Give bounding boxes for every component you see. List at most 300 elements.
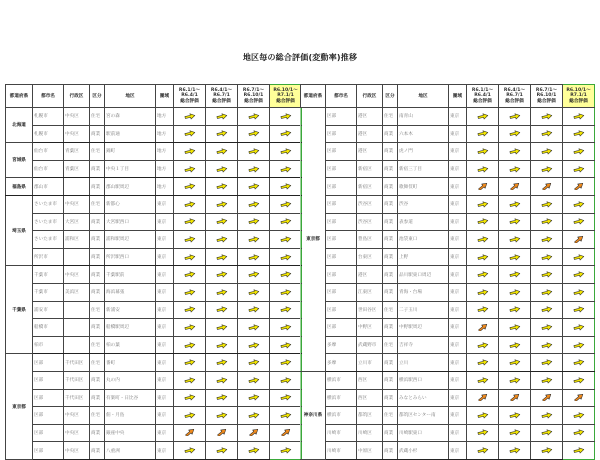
city-cell: 区部: [326, 301, 357, 319]
right-arrow-icon: [184, 447, 196, 454]
area-cell: 東京: [449, 389, 467, 407]
right-arrow-icon: [573, 306, 585, 313]
trend-cell-period-1: [174, 248, 206, 266]
right-arrow-icon: [216, 394, 228, 401]
trend-cell-period-3: [238, 389, 270, 407]
up-right-arrow-icon: [541, 183, 553, 190]
district-cell: 武蔵小杉: [398, 442, 449, 460]
right-arrow-icon: [477, 148, 489, 155]
right-arrow-icon: [248, 324, 260, 331]
trend-cell-period-2: [206, 354, 238, 372]
table-row: [301, 195, 595, 213]
trend-cell-period-2: [206, 301, 238, 319]
up-right-arrow-icon: [541, 394, 553, 401]
trend-cell-period-3: [238, 336, 270, 354]
table-row: [6, 301, 302, 319]
up-right-arrow-icon: [477, 394, 489, 401]
trend-cell-period-4: [270, 424, 302, 442]
district-cell: 虎ノ門: [398, 143, 449, 161]
ward-cell: 渋谷区: [357, 195, 383, 213]
trend-cell-period-4: [563, 195, 595, 213]
trend-cell-period-1: [467, 389, 499, 407]
right-arrow-icon: [280, 254, 292, 261]
district-cell: 横浜駅西口: [398, 371, 449, 389]
city-cell: 横浜市: [326, 389, 357, 407]
area-cell: 東京: [156, 231, 174, 249]
trend-cell-period-4: [563, 125, 595, 143]
category-cell: 住宅: [90, 354, 105, 372]
table-row: [6, 319, 302, 337]
table-row: [301, 266, 595, 284]
trend-cell-period-2: [499, 160, 531, 178]
category-cell: 商業: [90, 231, 105, 249]
category-cell: 商業: [90, 178, 105, 196]
category-cell: 住宅: [90, 336, 105, 354]
trend-cell-period-1: [174, 407, 206, 425]
ward-cell: 都筑区: [357, 407, 383, 425]
ward-cell: 中原区: [357, 442, 383, 460]
right-arrow-icon: [280, 359, 292, 366]
trend-cell-period-4: [563, 248, 595, 266]
category-cell: 商業: [383, 231, 398, 249]
right-arrow-icon: [573, 271, 585, 278]
category-cell: 住宅: [383, 301, 398, 319]
right-arrow-icon: [509, 201, 521, 208]
trend-cell-period-1: [467, 108, 499, 126]
right-arrow-icon: [541, 324, 553, 331]
area-cell: 東京: [449, 283, 467, 301]
prefecture-cell: 東京都: [301, 108, 326, 372]
trend-cell-period-3: [238, 248, 270, 266]
header-area: 圏域: [156, 85, 174, 108]
table-row: [6, 143, 302, 161]
trend-cell-period-1: [467, 336, 499, 354]
right-arrow-icon: [216, 254, 228, 261]
period-start: R6.4/1～: [503, 88, 526, 94]
city-cell: 区部: [326, 213, 357, 231]
right-arrow-icon: [248, 289, 260, 296]
right-arrow-icon: [216, 377, 228, 384]
trend-cell-period-4: [270, 371, 302, 389]
category-cell: 商業: [90, 125, 105, 143]
trend-cell-period-4: [270, 389, 302, 407]
ward-cell: 江東区: [357, 283, 383, 301]
district-cell: 立川: [398, 354, 449, 372]
trend-cell-period-1: [174, 125, 206, 143]
category-cell: 商業: [383, 389, 398, 407]
period-label: 総合評価: [569, 98, 588, 104]
district-cell: 所沢駅西口: [105, 248, 156, 266]
category-cell: 商業: [383, 266, 398, 284]
table-row: [301, 319, 595, 337]
right-arrow-icon: [248, 377, 260, 384]
trend-cell-period-4: [563, 301, 595, 319]
trend-cell-period-1: [174, 354, 206, 372]
district-cell: みなとみらい: [398, 389, 449, 407]
district-cell: 表参道: [398, 213, 449, 231]
trend-cell-period-4: [270, 336, 302, 354]
area-cell: 東京: [156, 248, 174, 266]
right-arrow-icon: [280, 394, 292, 401]
up-right-arrow-icon: [216, 429, 228, 436]
trend-cell-period-3: [238, 283, 270, 301]
area-cell: 東京: [449, 195, 467, 213]
city-cell: 横浜市: [326, 371, 357, 389]
trend-cell-period-4: [563, 336, 595, 354]
trend-cell-period-1: [467, 178, 499, 196]
area-cell: 東京: [156, 319, 174, 337]
trend-cell-period-3: [238, 143, 270, 161]
period-label: 総合評価: [244, 98, 263, 104]
header-category: 区分: [90, 85, 105, 108]
right-arrow-icon: [573, 201, 585, 208]
city-cell: 郡山市: [33, 178, 64, 196]
right-arrow-icon: [248, 271, 260, 278]
district-cell: 六本木: [398, 125, 449, 143]
header-period-3: [531, 85, 563, 108]
table-row: [6, 442, 302, 460]
prefecture-cell: 宮城県: [6, 143, 33, 178]
trend-cell-period-2: [206, 442, 238, 460]
district-cell: 新都心: [105, 195, 156, 213]
city-cell: 多摩: [326, 354, 357, 372]
table-row: [301, 371, 595, 389]
trend-cell-period-1: [174, 143, 206, 161]
right-arrow-icon: [509, 324, 521, 331]
header-city: 都市名: [326, 85, 357, 108]
right-arrow-icon: [216, 130, 228, 137]
right-arrow-icon: [216, 166, 228, 173]
right-arrow-icon: [573, 324, 585, 331]
area-cell: 東京: [156, 424, 174, 442]
ward-cell: 千代田区: [64, 354, 90, 372]
trend-cell-period-2: [206, 195, 238, 213]
trend-cell-period-3: [531, 143, 563, 161]
district-cell: 大宮駅西口: [105, 213, 156, 231]
district-cell: 佃・月島: [105, 407, 156, 425]
trend-cell-period-2: [499, 266, 531, 284]
trend-cell-period-2: [499, 143, 531, 161]
ward-cell: 渋谷区: [357, 213, 383, 231]
left-evaluation-table: [5, 84, 302, 460]
category-cell: 住宅: [90, 407, 105, 425]
trend-cell-period-4: [270, 442, 302, 460]
trend-cell-period-4: [270, 231, 302, 249]
area-cell: 地方: [156, 143, 174, 161]
area-cell: 東京: [156, 266, 174, 284]
table-row: [6, 108, 302, 126]
district-cell: 宮の森: [105, 108, 156, 126]
right-arrow-icon: [280, 289, 292, 296]
trend-cell-period-2: [499, 319, 531, 337]
period-end: R6.4/1: [181, 93, 198, 99]
up-right-arrow-icon: [509, 183, 521, 190]
ward-cell: [64, 178, 90, 196]
right-arrow-icon: [477, 429, 489, 436]
category-cell: 商業: [383, 195, 398, 213]
trend-cell-period-1: [467, 442, 499, 460]
trend-cell-period-2: [499, 442, 531, 460]
trend-cell-period-4: [270, 283, 302, 301]
up-right-arrow-icon: [477, 324, 489, 331]
district-cell: 銀座中央: [105, 424, 156, 442]
trend-cell-period-2: [499, 283, 531, 301]
trend-cell-period-3: [531, 301, 563, 319]
table-row: [6, 266, 302, 284]
right-arrow-icon: [184, 130, 196, 137]
trend-cell-period-1: [174, 160, 206, 178]
trend-cell-period-2: [206, 160, 238, 178]
area-cell: 東京: [449, 125, 467, 143]
right-arrow-icon: [248, 183, 260, 190]
up-right-arrow-icon: [573, 236, 585, 243]
table-row: [6, 231, 302, 249]
district-cell: 新宿三丁目: [398, 160, 449, 178]
table-row: [301, 108, 595, 126]
trend-cell-period-1: [174, 283, 206, 301]
category-cell: 商業: [383, 442, 398, 460]
right-arrow-icon: [280, 324, 292, 331]
district-cell: 錦町: [105, 143, 156, 161]
right-arrow-icon: [573, 148, 585, 155]
area-cell: 東京: [449, 407, 467, 425]
area-cell: 東京: [156, 442, 174, 460]
trend-cell-period-3: [238, 371, 270, 389]
right-arrow-icon: [573, 166, 585, 173]
city-cell: 川崎市: [326, 442, 357, 460]
right-arrow-icon: [280, 236, 292, 243]
right-arrow-icon: [280, 183, 292, 190]
category-cell: 商業: [383, 213, 398, 231]
trend-cell-period-1: [467, 143, 499, 161]
area-cell: 東京: [156, 283, 174, 301]
district-cell: 渋谷: [398, 195, 449, 213]
right-arrow-icon: [541, 306, 553, 313]
right-arrow-icon: [280, 113, 292, 120]
right-arrow-icon: [541, 166, 553, 173]
right-arrow-icon: [477, 412, 489, 419]
table-row: [301, 442, 595, 460]
right-arrow-icon: [248, 166, 260, 173]
table-row: [6, 213, 302, 231]
trend-cell-period-3: [531, 231, 563, 249]
district-cell: 吉祥寺: [398, 336, 449, 354]
trend-cell-period-3: [238, 195, 270, 213]
right-arrow-icon: [477, 447, 489, 454]
category-cell: 住宅: [90, 195, 105, 213]
right-arrow-icon: [477, 289, 489, 296]
right-arrow-icon: [509, 306, 521, 313]
header-period-1: [174, 85, 206, 108]
right-table-body: [301, 108, 595, 460]
trend-cell-period-3: [531, 178, 563, 196]
prefecture-cell: 埼玉県: [6, 195, 33, 265]
ward-cell: 中央区: [64, 125, 90, 143]
right-arrow-icon: [509, 342, 521, 349]
trend-cell-period-4: [563, 354, 595, 372]
period-label: 総合評価: [180, 98, 199, 104]
trend-cell-period-1: [174, 319, 206, 337]
right-arrow-icon: [477, 236, 489, 243]
district-cell: 郡山駅周辺: [105, 178, 156, 196]
up-right-arrow-icon: [248, 429, 260, 436]
area-cell: 東京: [449, 160, 467, 178]
category-cell: 商業: [383, 143, 398, 161]
city-cell: 浦安市: [33, 301, 64, 319]
trend-cell-period-1: [174, 178, 206, 196]
period-end: R6.7/1: [213, 93, 230, 99]
trend-cell-period-3: [238, 125, 270, 143]
city-cell: 区部: [326, 195, 357, 213]
right-arrow-icon: [541, 236, 553, 243]
right-arrow-icon: [184, 306, 196, 313]
right-arrow-icon: [184, 218, 196, 225]
period-end: R6.4/1: [474, 93, 491, 99]
area-cell: 地方: [156, 178, 174, 196]
period-label: 総合評価: [212, 98, 231, 104]
right-arrow-icon: [509, 236, 521, 243]
right-arrow-icon: [280, 166, 292, 173]
ward-cell: 中央区: [64, 195, 90, 213]
area-cell: 東京: [156, 354, 174, 372]
left-table-body: [6, 108, 302, 460]
table-row: [301, 143, 595, 161]
right-arrow-icon: [541, 148, 553, 155]
ward-cell: [64, 248, 90, 266]
header-ward: 行政区: [64, 85, 90, 108]
trend-cell-period-2: [499, 231, 531, 249]
right-arrow-icon: [477, 130, 489, 137]
trend-cell-period-2: [499, 407, 531, 425]
city-cell: 区部: [33, 424, 64, 442]
trend-cell-period-2: [206, 407, 238, 425]
trend-cell-period-3: [531, 213, 563, 231]
ward-cell: 千代田区: [64, 389, 90, 407]
district-cell: 中野駅周辺: [398, 319, 449, 337]
category-cell: 商業: [90, 248, 105, 266]
district-cell: 池袋東口: [398, 231, 449, 249]
right-arrow-icon: [477, 271, 489, 278]
trend-cell-period-2: [206, 283, 238, 301]
right-arrow-icon: [541, 289, 553, 296]
trend-cell-period-3: [531, 389, 563, 407]
ward-cell: 中央区: [64, 108, 90, 126]
trend-cell-period-4: [563, 231, 595, 249]
trend-cell-period-4: [563, 266, 595, 284]
trend-cell-period-2: [206, 248, 238, 266]
table-row: [301, 248, 595, 266]
area-cell: 東京: [449, 248, 467, 266]
trend-cell-period-3: [531, 407, 563, 425]
trend-cell-period-4: [563, 442, 595, 460]
table-row: [6, 371, 302, 389]
area-cell: 東京: [449, 143, 467, 161]
category-cell: 商業: [90, 266, 105, 284]
right-arrow-icon: [509, 271, 521, 278]
right-arrow-icon: [541, 218, 553, 225]
category-cell: 住宅: [90, 301, 105, 319]
district-cell: 青海・台場: [398, 283, 449, 301]
trend-cell-period-2: [499, 424, 531, 442]
trend-cell-period-3: [238, 354, 270, 372]
right-arrow-icon: [509, 113, 521, 120]
area-cell: 地方: [156, 125, 174, 143]
trend-cell-period-3: [531, 248, 563, 266]
right-arrow-icon: [541, 359, 553, 366]
trend-cell-period-3: [531, 283, 563, 301]
trend-cell-period-4: [270, 195, 302, 213]
category-cell: 商業: [90, 213, 105, 231]
right-arrow-icon: [184, 166, 196, 173]
right-arrow-icon: [509, 412, 521, 419]
trend-cell-period-1: [467, 407, 499, 425]
right-arrow-icon: [477, 201, 489, 208]
trend-cell-period-1: [467, 195, 499, 213]
district-cell: 中央１丁目: [105, 160, 156, 178]
right-arrow-icon: [280, 306, 292, 313]
city-cell: さいたま市: [33, 195, 64, 213]
city-cell: さいたま市: [33, 231, 64, 249]
trend-cell-period-2: [499, 371, 531, 389]
header-period-2: [499, 85, 531, 108]
city-cell: 区部: [326, 283, 357, 301]
district-cell: 八重洲: [105, 442, 156, 460]
table-row: [6, 248, 302, 266]
header-category: 区分: [383, 85, 398, 108]
ward-cell: 美浜区: [64, 283, 90, 301]
right-arrow-icon: [477, 306, 489, 313]
trend-cell-period-4: [270, 178, 302, 196]
right-arrow-icon: [216, 148, 228, 155]
table-row: [301, 301, 595, 319]
ward-cell: 港区: [357, 266, 383, 284]
period-label: 総合評価: [537, 98, 556, 104]
trend-cell-period-2: [499, 336, 531, 354]
trend-cell-period-2: [499, 389, 531, 407]
ward-cell: 西区: [357, 389, 383, 407]
right-arrow-icon: [573, 289, 585, 296]
right-arrow-icon: [280, 271, 292, 278]
right-arrow-icon: [509, 447, 521, 454]
trend-cell-period-4: [563, 213, 595, 231]
category-cell: 商業: [90, 371, 105, 389]
right-arrow-icon: [216, 289, 228, 296]
right-arrow-icon: [184, 254, 196, 261]
trend-cell-period-2: [206, 143, 238, 161]
right-arrow-icon: [184, 359, 196, 366]
right-arrow-icon: [184, 394, 196, 401]
trend-cell-period-4: [563, 178, 595, 196]
header-area: 圏域: [449, 85, 467, 108]
city-cell: 柏市: [33, 336, 64, 354]
table-row: [301, 213, 595, 231]
trend-cell-period-1: [467, 354, 499, 372]
right-arrow-icon: [216, 447, 228, 454]
trend-cell-period-3: [238, 178, 270, 196]
header-period-4-latest: [563, 85, 595, 108]
right-arrow-icon: [184, 113, 196, 120]
area-cell: 東京: [156, 213, 174, 231]
up-right-arrow-icon: [184, 429, 196, 436]
category-cell: 商業: [90, 424, 105, 442]
ward-cell: 中央区: [64, 424, 90, 442]
category-cell: 商業: [383, 248, 398, 266]
table-row: [6, 407, 302, 425]
header-prefecture: 都道府県: [301, 85, 326, 108]
trend-cell-period-1: [467, 125, 499, 143]
ward-cell: 青葉区: [64, 143, 90, 161]
category-cell: 住宅: [383, 407, 398, 425]
